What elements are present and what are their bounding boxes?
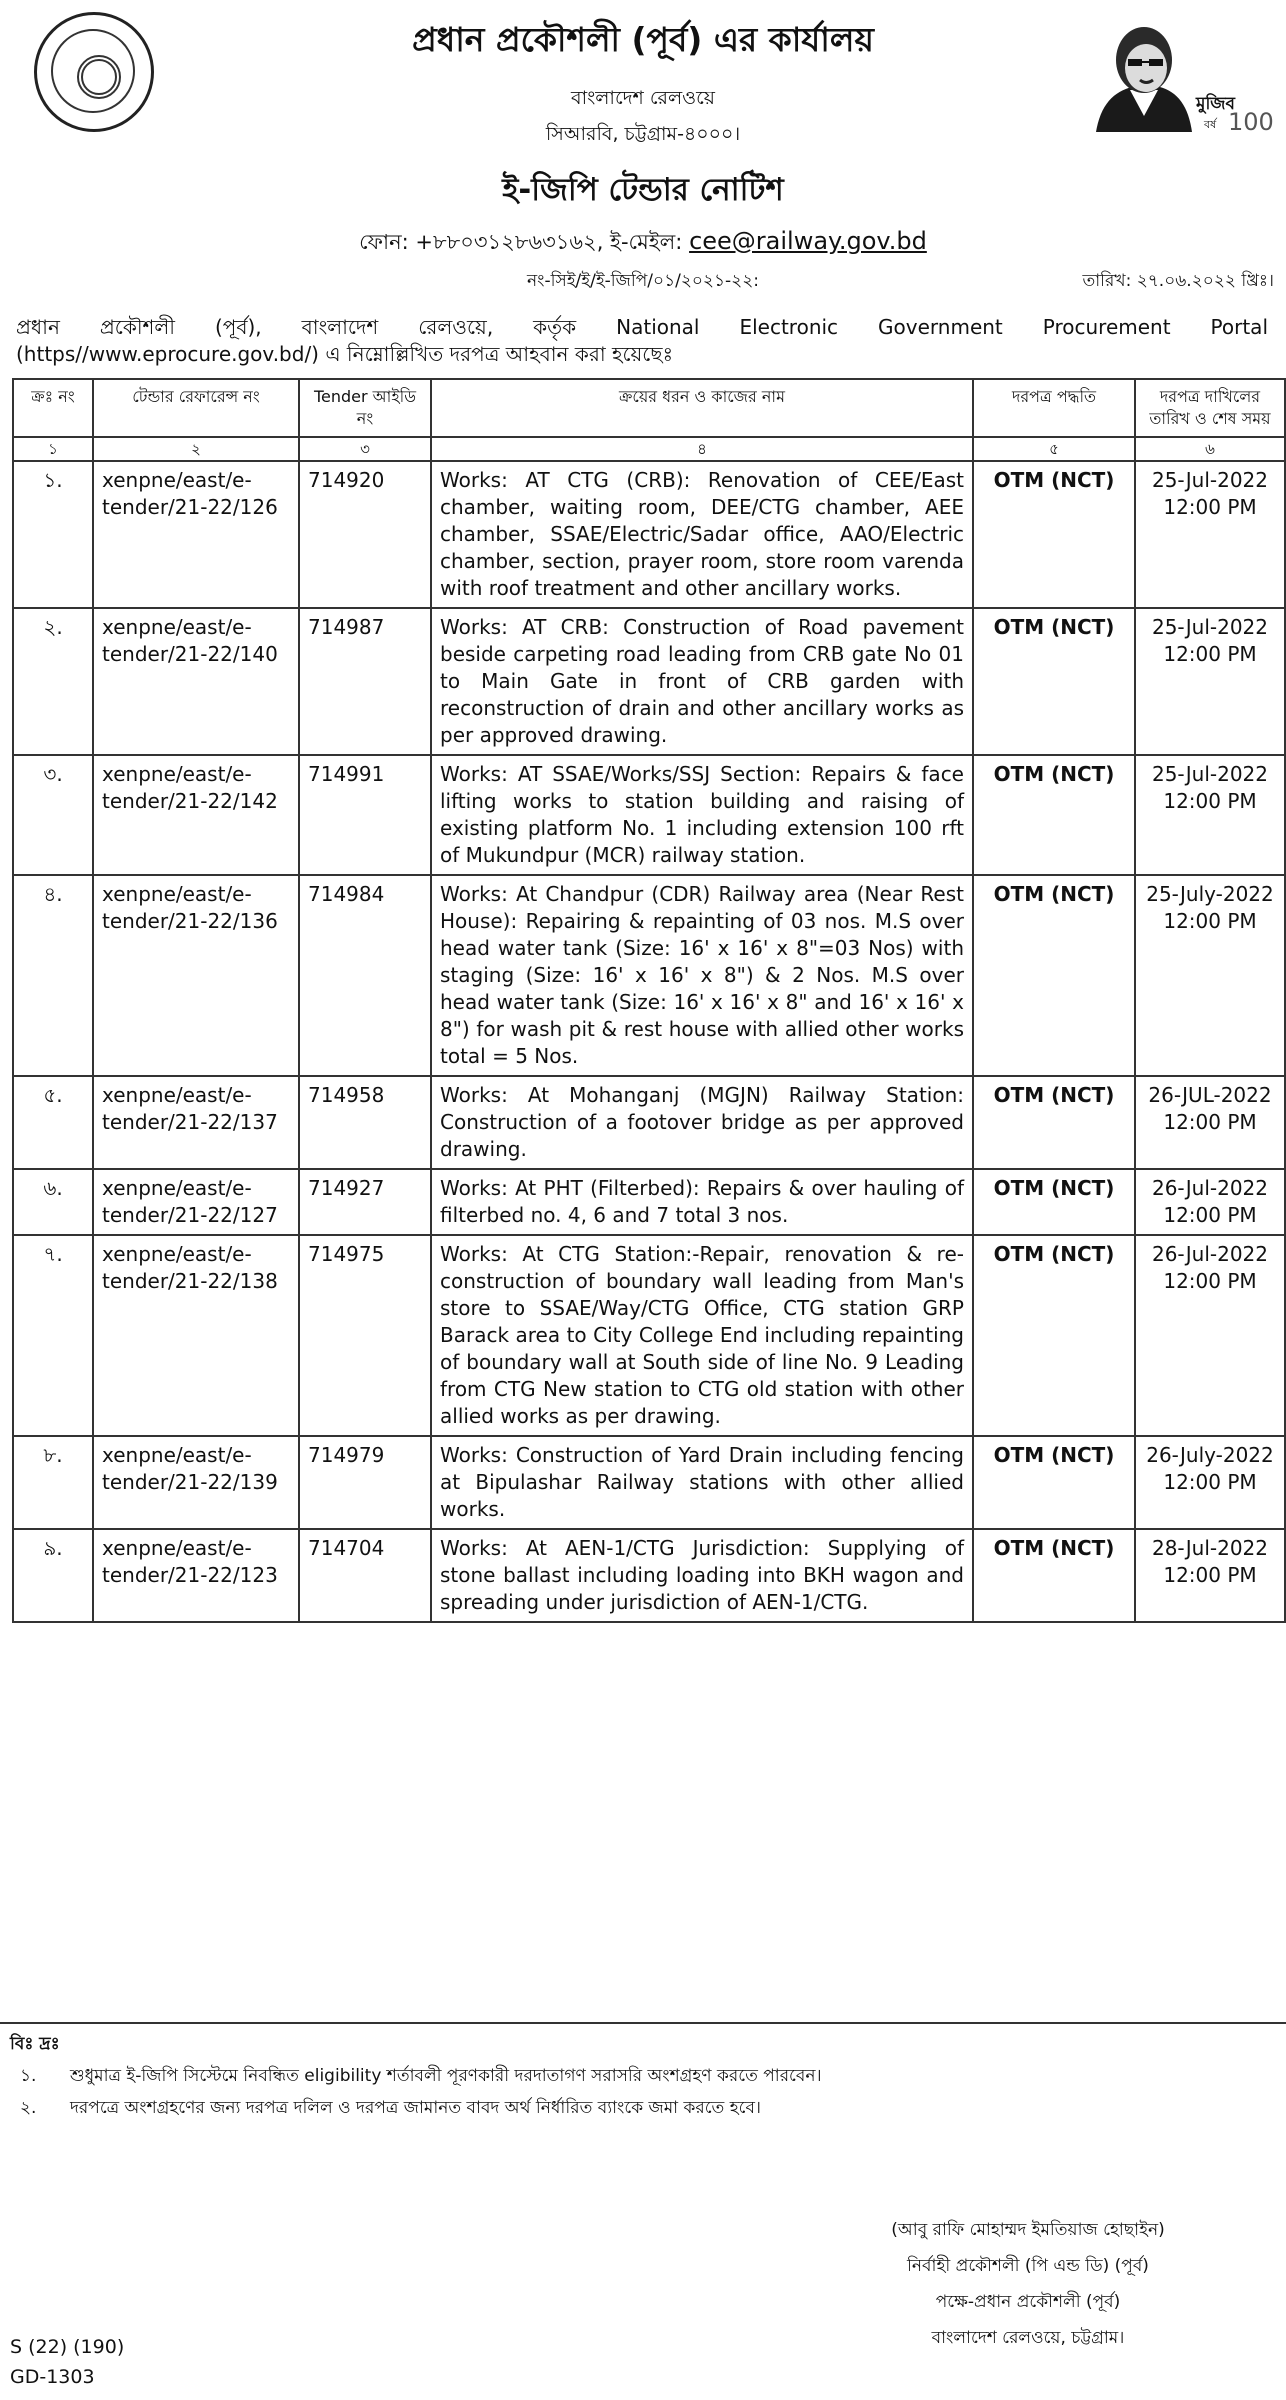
memo-row bbox=[12, 268, 1274, 296]
organization-name: বাংলাদেশ রেলওয়ে bbox=[571, 87, 715, 109]
table-row bbox=[13, 875, 1285, 1076]
note-text: শুধুমাত্র ই-জিপি সিস্টেমে নিবন্ধিত eligibility শর্তাবলী পূরণকারী দরদাতাগণ সরাসরি অংশগ্রহণ করতে পারবেন। bbox=[70, 2066, 822, 2086]
row-tender-id: 714991 bbox=[299, 755, 431, 875]
row-deadline bbox=[1135, 875, 1285, 1076]
row-method: OTM (NCT) bbox=[973, 608, 1135, 755]
note-number: ১. bbox=[20, 2066, 37, 2086]
row-work-description: Works: AT CRB: Construction of Road pavement beside carpeting road leading from CRB gate No 01 to Main Gate in front of CRB garden with reconstruction of drain and other ancillary works as per approved drawing. bbox=[431, 608, 973, 755]
mujib-borsho-logo-text: মুজিব bbox=[1196, 94, 1235, 114]
row-deadline-time: 12:00 PM bbox=[1163, 1110, 1257, 1134]
note-text: দরপত্রে অংশগ্রহণের জন্য দরপত্র দলিল ও দরপত্র জামানত বাবদ অর্থ নির্ধারিত ব্যাংকে জমা করতে হবে। bbox=[70, 2098, 762, 2118]
row-method: OTM (NCT) bbox=[973, 875, 1135, 1076]
row-tender-id: 714927 bbox=[299, 1169, 431, 1235]
row-deadline-time: 12:00 PM bbox=[1163, 1470, 1257, 1494]
row-serial: ৬. bbox=[13, 1169, 93, 1235]
table-header-row bbox=[13, 379, 1285, 437]
row-deadline-date: 26-July-2022 bbox=[1146, 1443, 1274, 1467]
row-deadline-date: 26-JUL-2022 bbox=[1148, 1083, 1272, 1107]
row-deadline-date: 28-Jul-2022 bbox=[1151, 1536, 1269, 1560]
row-serial: ৭. bbox=[13, 1235, 93, 1436]
table-row bbox=[13, 1235, 1285, 1436]
col-number: ১ bbox=[13, 437, 93, 461]
svg-text:100: 100 bbox=[1228, 108, 1274, 136]
row-deadline bbox=[1135, 461, 1285, 608]
contact-phone: ফোন: +৮৮০৩১২৮৬৩১৬২, ই-মেইল: bbox=[359, 230, 683, 254]
row-work-description: Works: At AEN-1/CTG Jurisdiction: Supplying of stone ballast including loading into BKH wagon and spreading under jurisdiction of AEN-1/CTG. bbox=[431, 1529, 973, 1622]
table-row bbox=[13, 461, 1285, 608]
table-row bbox=[13, 1529, 1285, 1622]
row-deadline-time: 12:00 PM bbox=[1163, 642, 1257, 666]
row-deadline-time: 12:00 PM bbox=[1163, 1563, 1257, 1587]
signatory-designation: নির্বাহী প্রকৌশলী (পি এন্ড ডি) (পূর্ব) bbox=[907, 2256, 1149, 2276]
row-deadline-time: 12:00 PM bbox=[1163, 1269, 1257, 1293]
row-tender-id: 714920 bbox=[299, 461, 431, 608]
row-deadline-date: 25-July-2022 bbox=[1146, 882, 1274, 906]
row-deadline bbox=[1135, 1235, 1285, 1436]
contact-line bbox=[0, 226, 1286, 261]
row-method: OTM (NCT) bbox=[973, 1235, 1135, 1436]
svg-text:বর্ষ: বর্ষ bbox=[1204, 118, 1217, 131]
publication-codes bbox=[10, 2332, 124, 2392]
row-deadline-time: 12:00 PM bbox=[1163, 909, 1257, 933]
row-method: OTM (NCT) bbox=[973, 461, 1135, 608]
row-tender-id: 714975 bbox=[299, 1235, 431, 1436]
notes-section bbox=[10, 2028, 1276, 2124]
row-deadline bbox=[1135, 1529, 1285, 1622]
row-tender-id: 714979 bbox=[299, 1436, 431, 1529]
row-deadline-date: 25-Jul-2022 bbox=[1151, 762, 1269, 786]
col-number: ৫ bbox=[973, 437, 1135, 461]
row-work-description: Works: At CTG Station:-Repair, renovation & re-construction of boundary wall leading from Man's store to SSAE/Way/CTG Office, CTG station GRP Barack area to City College End including repainting of boundary wall at South side of line No. 9 Leading from CTG New station to CTG old station with other allied works as per drawing. bbox=[431, 1235, 973, 1436]
col-number: ৬ bbox=[1135, 437, 1285, 461]
column-number-row bbox=[13, 437, 1285, 461]
col-number: ৩ bbox=[299, 437, 431, 461]
contact-email-link[interactable]: cee@railway.gov.bd bbox=[689, 227, 927, 255]
row-deadline-date: 25-Jul-2022 bbox=[1151, 468, 1269, 492]
row-deadline bbox=[1135, 1076, 1285, 1169]
notice-title: ই-জিপি টেন্ডার নোটিশ bbox=[502, 172, 784, 208]
row-method: OTM (NCT) bbox=[973, 755, 1135, 875]
row-deadline bbox=[1135, 755, 1285, 875]
intro-paragraph bbox=[16, 314, 1268, 368]
note-number: ২. bbox=[20, 2098, 37, 2118]
row-reference: xenpne/east/e-tender/21-22/139 bbox=[93, 1436, 299, 1529]
notice-header bbox=[0, 0, 1286, 366]
notes-divider bbox=[0, 2022, 1286, 2024]
col-number: ৪ bbox=[431, 437, 973, 461]
row-reference: xenpne/east/e-tender/21-22/142 bbox=[93, 755, 299, 875]
row-deadline-date: 26-Jul-2022 bbox=[1151, 1242, 1269, 1266]
notes-title: বিঃ দ্রঃ bbox=[10, 2034, 60, 2054]
row-method: OTM (NCT) bbox=[973, 1076, 1135, 1169]
signatory-office: বাংলাদেশ রেলওয়ে, চট্টগ্রাম। bbox=[931, 2328, 1125, 2348]
row-deadline-time: 12:00 PM bbox=[1163, 789, 1257, 813]
col-header-sl: ক্রঃ নং bbox=[13, 379, 93, 437]
tender-table bbox=[12, 378, 1286, 1623]
row-tender-id: 714704 bbox=[299, 1529, 431, 1622]
row-deadline bbox=[1135, 1436, 1285, 1529]
col-header-reference: টেন্ডার রেফারেন্স নং bbox=[93, 379, 299, 437]
signatory-name: (আবু রাফি মোহাম্মদ ইমতিয়াজ হোছাইন) bbox=[891, 2220, 1165, 2240]
table-row bbox=[13, 1436, 1285, 1529]
row-reference: xenpne/east/e-tender/21-22/127 bbox=[93, 1169, 299, 1235]
memo-number: নং-সিই/ই/ই-জিপি/০১/২০২১-২২: bbox=[527, 271, 759, 291]
row-work-description: Works: Construction of Yard Drain including fencing at Bipulashar Railway stations with other allied works. bbox=[431, 1436, 973, 1529]
note-item bbox=[10, 2060, 1276, 2092]
row-tender-id: 714958 bbox=[299, 1076, 431, 1169]
row-serial: ৩. bbox=[13, 755, 93, 875]
row-work-description: Works: At PHT (Filterbed): Repairs & over hauling of filterbed no. 4, 6 and 7 total 3 nos. bbox=[431, 1169, 973, 1235]
row-serial: ৪. bbox=[13, 875, 93, 1076]
col-header-work: ক্রয়ের ধরন ও কাজের নাম bbox=[431, 379, 973, 437]
row-reference: xenpne/east/e-tender/21-22/136 bbox=[93, 875, 299, 1076]
row-reference: xenpne/east/e-tender/21-22/126 bbox=[93, 461, 299, 608]
signature-block bbox=[798, 2212, 1258, 2356]
row-reference: xenpne/east/e-tender/21-22/138 bbox=[93, 1235, 299, 1436]
row-serial: ৫. bbox=[13, 1076, 93, 1169]
row-deadline bbox=[1135, 608, 1285, 755]
mujib-borsho-portrait-logo bbox=[1056, 12, 1274, 137]
intro-line-1: প্রধান প্রকৌশলী (পূর্ব), বাংলাদেশ রেলওয়ে, কর্তৃক National Electronic Government Procurement Portal bbox=[16, 315, 1268, 339]
signatory-on-behalf: পক্ষে-প্রধান প্রকৌশলী (পূর্ব) bbox=[935, 2292, 1121, 2312]
col-header-method: দরপত্র পদ্ধতি bbox=[973, 379, 1135, 437]
row-serial: ৯. bbox=[13, 1529, 93, 1622]
row-work-description: Works: At Mohanganj (MGJN) Railway Station: Construction of a footover bridge as per approved drawing. bbox=[431, 1076, 973, 1169]
row-work-description: Works: At Chandpur (CDR) Railway area (Near Rest House): Repairing & repainting of 03 nos. M.S over head water tank (Size: 16' x 16' x 8"=03 Nos) with staging (Size: 16' x 16' x 8") & 2 Nos. M.S over head water tank (Size: 16' x 16' x 8" and 16' x 16' x 8") for wash pit & rest house with allied other works total = 5 Nos. bbox=[431, 875, 973, 1076]
row-method: OTM (NCT) bbox=[973, 1436, 1135, 1529]
row-reference: xenpne/east/e-tender/21-22/137 bbox=[93, 1076, 299, 1169]
intro-line-2: (https//www.eprocure.gov.bd/) এ নিম্নোল্লিখিত দরপত্র আহবান করা হয়েছেঃ bbox=[16, 342, 674, 366]
row-serial: ২. bbox=[13, 608, 93, 755]
row-method: OTM (NCT) bbox=[973, 1169, 1135, 1235]
row-deadline-time: 12:00 PM bbox=[1163, 495, 1257, 519]
table-row bbox=[13, 755, 1285, 875]
col-header-deadline: দরপত্র দাখিলের তারিখ ও শেষ সময় bbox=[1135, 379, 1285, 437]
row-work-description: Works: AT SSAE/Works/SSJ Section: Repairs & face lifting works to station building and raising of existing platform No. 1 including extension 100 rft of Mukundpur (MCR) railway station. bbox=[431, 755, 973, 875]
note-item bbox=[10, 2092, 1276, 2124]
row-method: OTM (NCT) bbox=[973, 1529, 1135, 1622]
notice-date: তারিখ: ২৭.০৬.২০২২ খ্রিঃ। bbox=[1082, 271, 1274, 291]
row-serial: ১. bbox=[13, 461, 93, 608]
row-tender-id: 714984 bbox=[299, 875, 431, 1076]
row-work-description: Works: AT CTG (CRB): Renovation of CEE/East chamber, waiting room, DEE/CTG chamber, AEE chamber, SSAE/Electric/Sadar office, AAO/Electric chamber, section, prayer room, store room varenda with roof treatment and other ancillary works. bbox=[431, 461, 973, 608]
row-deadline-time: 12:00 PM bbox=[1163, 1203, 1257, 1227]
gd-code: GD-1303 bbox=[10, 2366, 95, 2388]
col-number: ২ bbox=[93, 437, 299, 461]
row-reference: xenpne/east/e-tender/21-22/140 bbox=[93, 608, 299, 755]
row-deadline-date: 26-Jul-2022 bbox=[1151, 1176, 1269, 1200]
row-tender-id: 714987 bbox=[299, 608, 431, 755]
col-header-tender-id: Tender আইডি নং bbox=[299, 379, 431, 437]
row-reference: xenpne/east/e-tender/21-22/123 bbox=[93, 1529, 299, 1622]
office-title: প্রধান প্রকৌশলী (পূর্ব) এর কার্যালয় bbox=[412, 20, 874, 59]
s-code: S (22) (190) bbox=[10, 2336, 125, 2358]
office-address: সিআরবি, চট্টগ্রাম-৪০০০। bbox=[545, 123, 741, 145]
row-serial: ৮. bbox=[13, 1436, 93, 1529]
table-row bbox=[13, 1076, 1285, 1169]
table-row bbox=[13, 608, 1285, 755]
row-deadline bbox=[1135, 1169, 1285, 1235]
row-deadline-date: 25-Jul-2022 bbox=[1151, 615, 1269, 639]
table-row bbox=[13, 1169, 1285, 1235]
